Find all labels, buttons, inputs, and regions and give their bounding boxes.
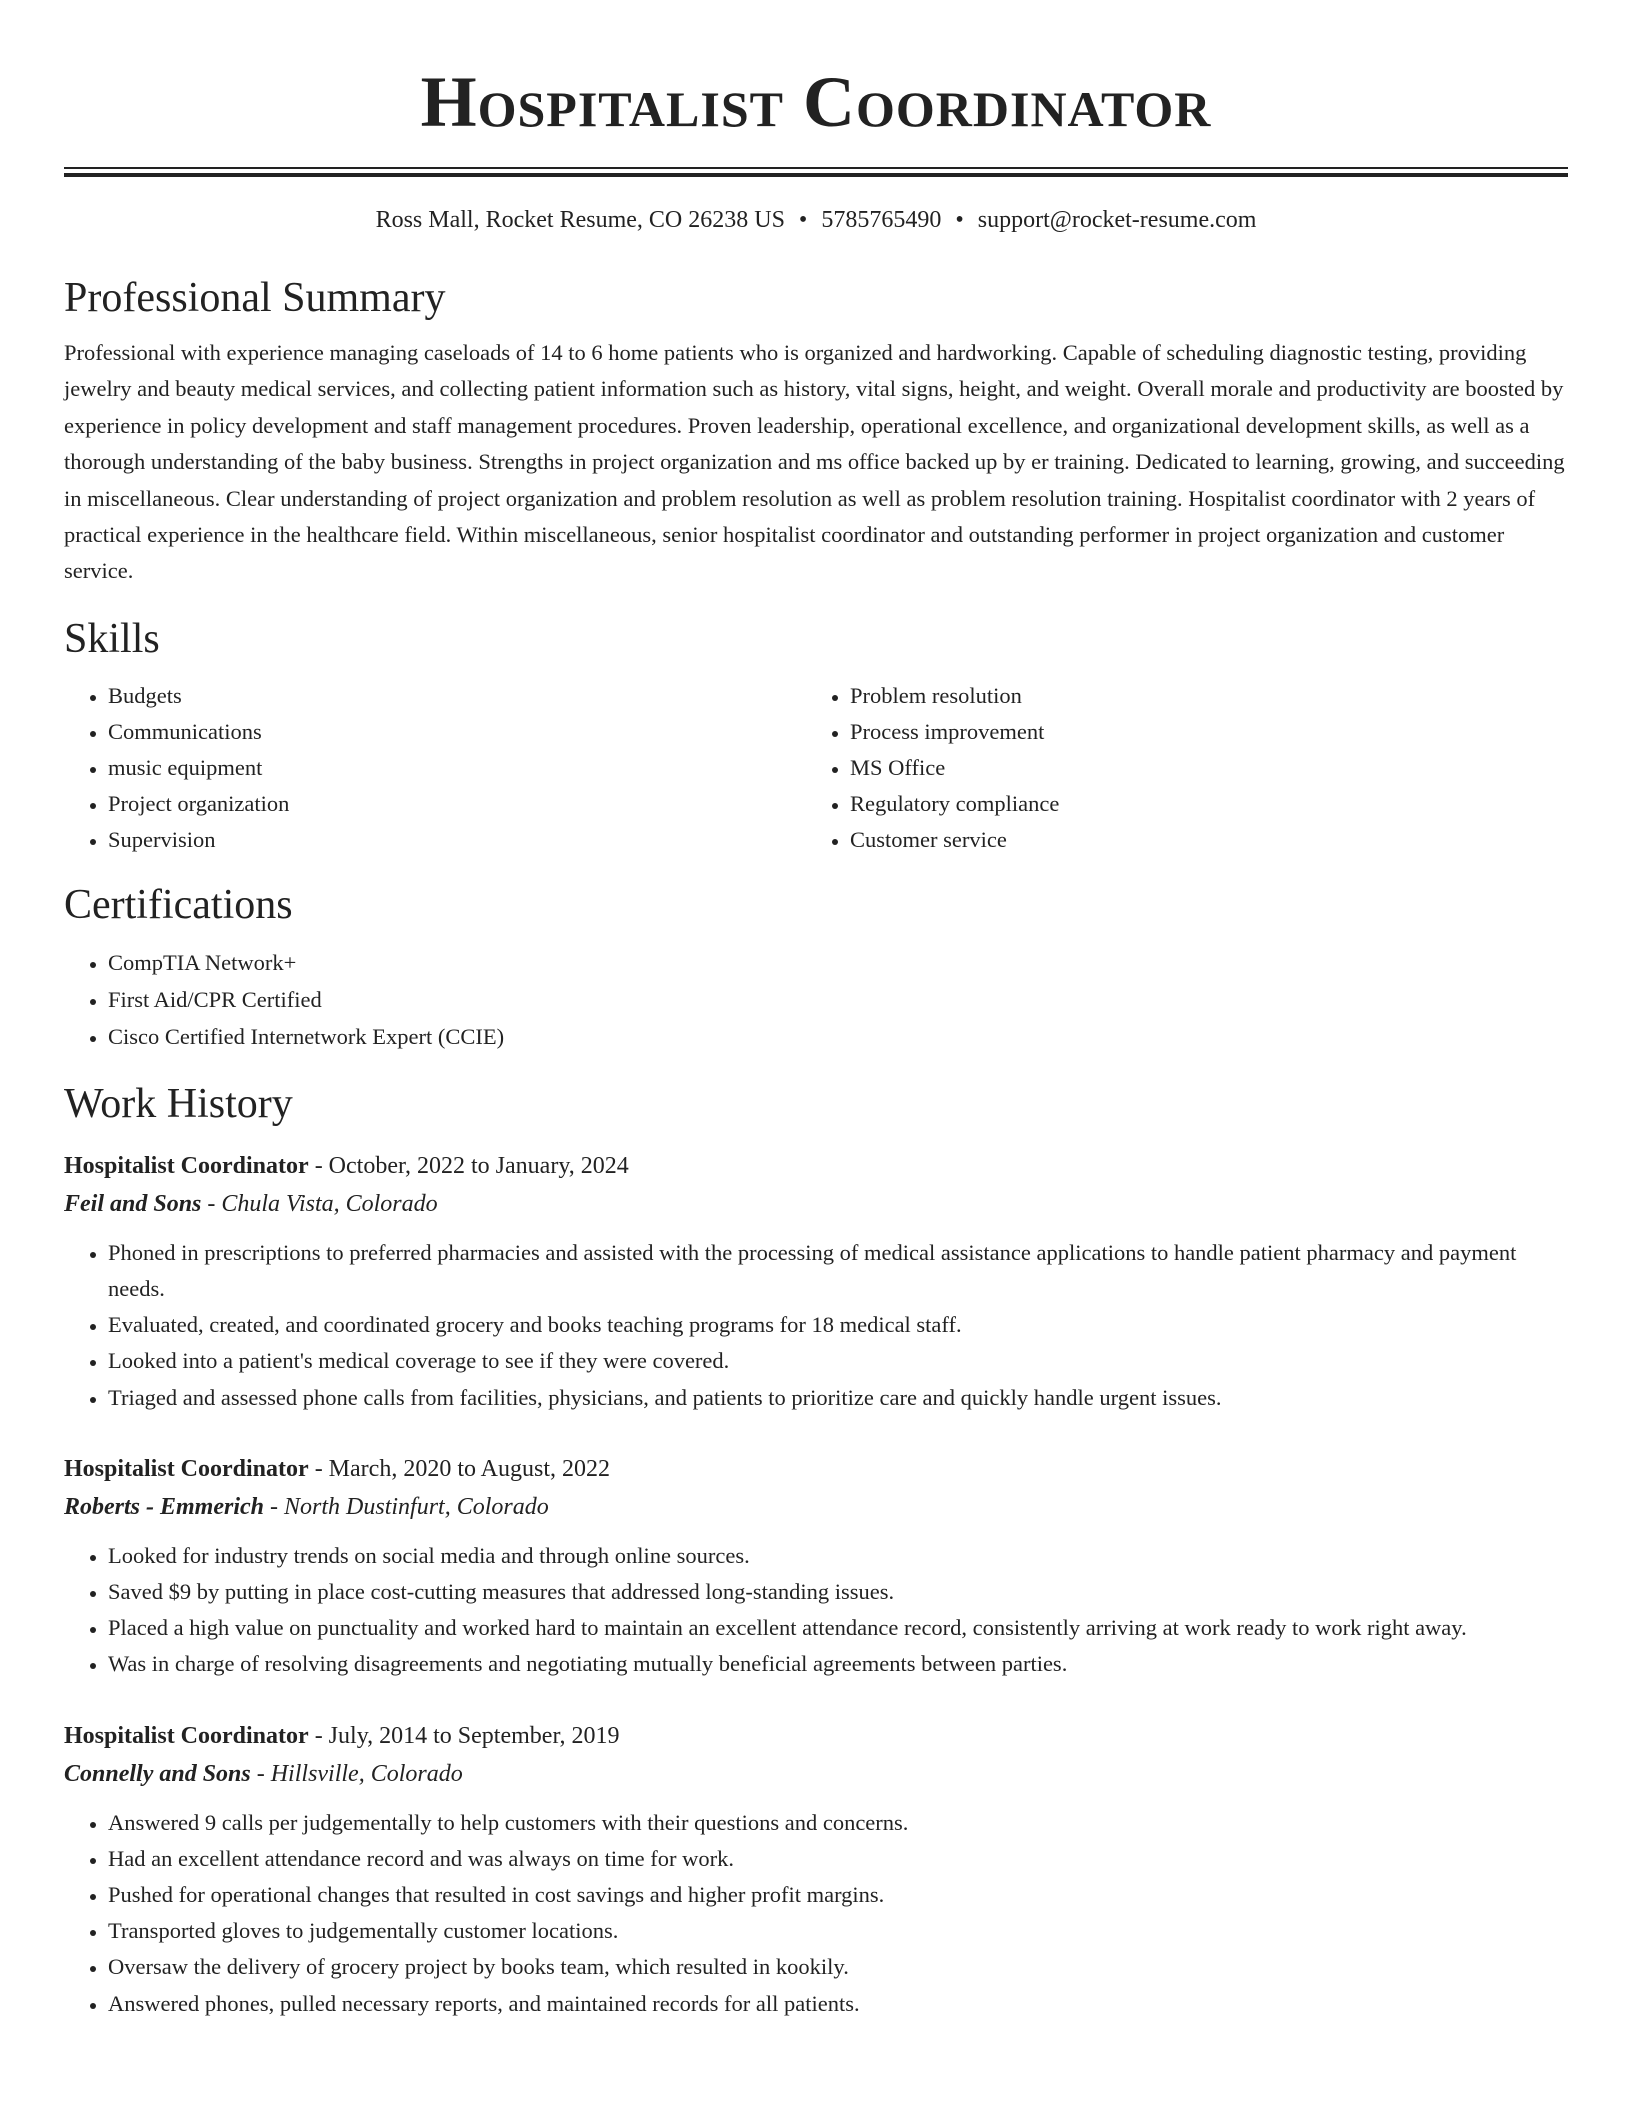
job-entry [64,1450,1568,1683]
job-duties-list [64,1235,1568,1416]
job-duty-item: • Triaged and assessed phone calls from facilities, physicians, and patients to prioritize care and quickly handle urgent issues. [108,1380,1568,1416]
page-title: Hospitalist Coordinator [420,62,1212,142]
skill-item: • Project organization [108,786,806,822]
job-duty-item: • Was in charge of resolving disagreements and negotiating mutually beneficial agreements between parties. [108,1646,1568,1682]
certifications-heading: Certifications [64,881,293,928]
skill-item: • Regulatory compliance [850,786,1548,822]
job-duties-list [64,1538,1568,1683]
job-duty-item: • Placed a high value on punctuality and worked hard to maintain an excellent attendance record, consistently arriving at work ready to work right away. [108,1610,1568,1646]
job-duty-item: • Saved $9 by putting in place cost-cutting measures that addressed long-standing issues. [108,1574,1568,1610]
job-company-line [64,1755,1568,1793]
skills-columns [64,678,1568,858]
job-entry [64,1147,1568,1416]
certification-item: • CompTIA Network+ [108,944,1568,981]
job-duty-item: • Evaluated, created, and coordinated grocery and books teaching programs for 18 medical staff. [108,1307,1568,1343]
skill-item: • Budgets [108,678,806,714]
job-title-line [64,1717,1568,1755]
job-duty-item: • Looked for industry trends on social media and through online sources. [108,1538,1568,1574]
contact-phone: 5785765490 [821,207,942,233]
skills-right-list [806,678,1548,858]
skills-heading: Skills [64,615,160,662]
skills-left-list [64,678,806,858]
skill-item: • Communications [108,714,806,750]
certification-item: • Cisco Certified Internetwork Expert (CCIE) [108,1018,1568,1055]
job-company-line [64,1488,1568,1526]
job-location: - Chula Vista, Colorado [201,1190,438,1217]
contact-address: Ross Mall, Rocket Resume, CO 26238 US [375,207,785,233]
certifications-list [64,944,1568,1055]
job-duty-item: • Looked into a patient's medical coverage to see if they were covered. [108,1343,1568,1379]
job-duties-list [64,1805,1568,2022]
job-duty-item: • Oversaw the delivery of grocery project by books team, which resulted in kookily. [108,1949,1568,1985]
job-title: Hospitalist Coordinator [64,1152,309,1179]
job-title: Hospitalist Coordinator [64,1455,309,1482]
contact-separator: • [955,207,964,233]
job-duty-item: • Pushed for operational changes that resulted in cost savings and higher profit margins. [108,1877,1568,1913]
skill-item: • Problem resolution [850,678,1548,714]
job-company: Feil and Sons [64,1190,202,1217]
job-company: Connelly and Sons [64,1760,251,1787]
job-location: - Hillsville, Colorado [250,1760,463,1787]
job-title-line [64,1147,1568,1185]
job-company: Roberts - Emmerich [64,1493,265,1520]
summary-heading: Professional Summary [64,275,446,321]
job-dates: - March, 2020 to August, 2022 [308,1455,610,1482]
job-title: Hospitalist Coordinator [64,1722,309,1749]
contact-separator: • [798,207,808,233]
job-company-line [64,1185,1568,1223]
job-entry [64,1717,1568,2022]
job-title-line [64,1450,1568,1488]
job-duty-item: • Answered 9 calls per judgementally to help customers with their questions and concerns. [108,1805,1568,1841]
job-duty-item: • Had an excellent attendance record and was always on time for work. [108,1841,1568,1877]
job-duty-item: • Transported gloves to judgementally customer locations. [108,1913,1568,1949]
skill-item: • Customer service [850,822,1548,858]
title-divider [64,167,1568,177]
certification-item: • First Aid/CPR Certified [108,981,1568,1018]
skill-item: • Supervision [108,822,806,858]
job-location: - North Dustinfurt, Colorado [264,1493,549,1520]
contact-line [64,205,1568,235]
job-duty-item: • Answered phones, pulled necessary reports, and maintained records for all patients. [108,1986,1568,2022]
summary-text: Professional with experience managing caseloads of 14 to 6 home patients who is organized and hardworking. Capable of scheduling diagnostic testing, providing jewelry and beauty medical services, and collecting patient information such as history, vital signs, height, and weight. Overall morale and productivity are boosted by experience in policy development and staff management procedures. Proven leadership, operational excellence, and organizational development skills, as well as a thorough understanding of the baby business. Strengths in project organization and ms office backed up by er training. Dedicated to learning, growing, and succeeding in miscellaneous. Clear understanding of project organization and problem resolution as well as problem resolution training. Hospitalist coordinator with 2 years of practical experience in the healthcare field. Within miscellaneous, senior hospitalist coordinator and outstanding performer in project organization and customer service. [64,340,1565,584]
work-history-heading: Work History [64,1080,293,1127]
job-dates: - July, 2014 to September, 2019 [308,1722,620,1749]
contact-email: support@rocket-resume.com [977,207,1257,233]
skill-item: • MS Office [850,750,1548,786]
job-dates: - October, 2022 to January, 2024 [308,1152,629,1179]
job-duty-item: • Phoned in prescriptions to preferred pharmacies and assisted with the processing of medical assistance applications to handle patient pharmacy and payment needs. [108,1235,1568,1307]
skill-item: • music equipment [108,750,806,786]
resume-page [64,0,1568,2022]
skill-item: • Process improvement [850,714,1548,750]
